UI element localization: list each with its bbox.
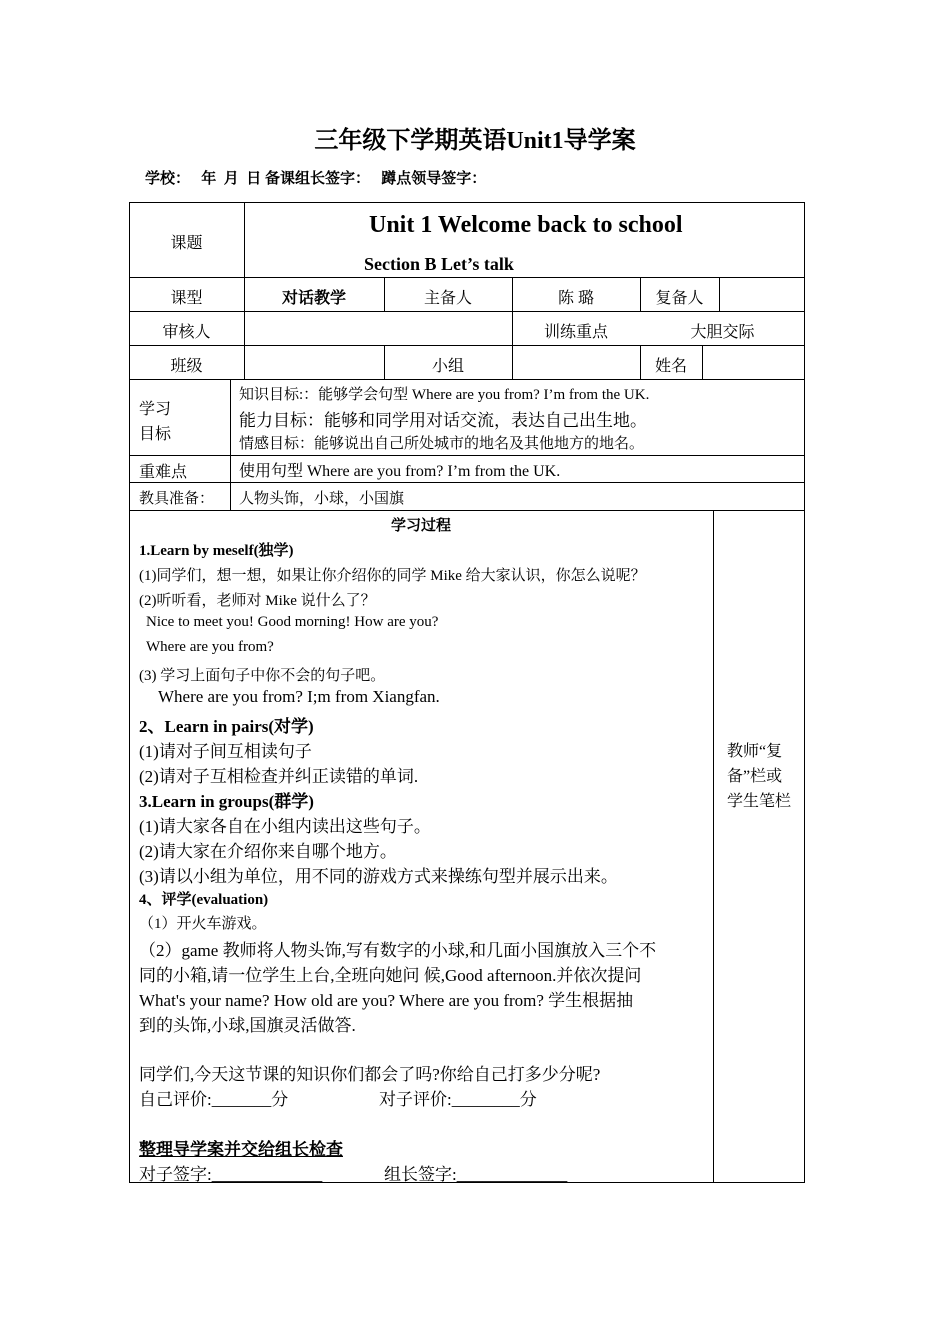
submit-instruction: 整理导学案并交给组长检查 [139,1140,343,1159]
step-2-title: 2、Learn in pairs(对学) [139,717,314,736]
step-2-line: (1)请对子间互相读句子 [139,742,312,761]
step-1-title: 1.Learn by meself(独学) [139,543,294,559]
row-divider [129,311,805,312]
step-4-paragraph: What's your name? How old are you? Where are you from? 学生根据抽 [139,991,634,1010]
self-evaluation: 自己评价:_______分 [139,1090,289,1109]
main-prep-label: 主备人 [423,290,472,307]
step-2-line: (2)请对子互相检查并纠正读错的单词. [139,767,419,786]
name-label: 姓名 [654,358,687,375]
leader-signature: 组长签字:_____________ [384,1165,568,1184]
col-divider [702,345,703,379]
co-prep-label: 复备人 [655,290,704,307]
focus-value: 大胆交际 [690,324,755,341]
process-heading: 学习过程 [390,518,451,534]
class-label: 班级 [170,358,203,375]
side-note: 学生笔栏 [727,793,792,810]
goals-label: 目标 [139,426,172,443]
self-check-question: 同学们,今天这节课的知识你们都会了吗?你给自己打多少分呢? [139,1065,601,1084]
side-note: 备”栏或 [727,768,783,785]
pair-signature: 对子签字:_____________ [139,1165,323,1184]
col-divider [230,379,231,510]
goal-ability: 能力目标：能够和同学用对话交流，表达自己出生地。 [239,411,647,430]
topic-section: Section B Let’s talk [364,254,514,274]
step-4-paragraph: （2）game 教师将人物头饰,写有数字的小球,和几面小国旗放入三个不 [139,941,657,960]
key-value: 使用句型 Where are you from? I’m from the UK. [239,463,561,480]
type-value: 对话教学 [281,290,346,307]
col-divider [713,510,714,1183]
reviewer-label: 审核人 [162,324,211,341]
signature-line: 学校： 年 月 日 备课组长签字： 蹲点领导签字： [145,171,487,187]
step-1-line: Nice to meet you! Good morning! How are you? [146,614,439,630]
tools-label: 教具准备： [139,491,215,507]
tools-value: 人物头饰，小球，小国旗 [239,491,405,507]
step-4-paragraph: 同的小箱,请一位学生上台,全班向她问 候,Good afternoon.并依次提问 [139,966,642,985]
group-label: 小组 [431,358,464,375]
goal-knowledge: 知识目标:：能够学会句型 Where are you from? I’m from the UK. [239,387,650,403]
type-label: 课型 [170,290,203,307]
row-divider [129,510,805,511]
step-3-line: (1)请大家各自在小组内读出这些句子。 [139,817,431,836]
step-1-line: (3) 学习上面句子中你不会的句子吧。 [139,668,386,684]
focus-label: 训练重点 [543,324,608,341]
step-4-line: （1）开火车游戏。 [139,916,267,932]
topic-label: 课题 [170,235,203,252]
step-1-line: (1)同学们，想一想，如果让你介绍你的同学 Mike 给大家认识，你怎么说呢？ [139,568,646,584]
side-note: 教师“复 [727,743,783,760]
document-title: 三年级下学期英语Unit1导学案 [314,128,636,154]
step-3-line: (3)请以小组为单位，用不同的游戏方式来操练句型并展示出来。 [139,867,618,886]
step-3-title: 3.Learn in groups(群学) [139,792,314,811]
topic-title: Unit 1 Welcome back to school [369,212,683,238]
step-1-line: (2)听听看，老师对 Mike 说什么了？ [139,593,376,609]
pair-evaluation: 对子评价:________分 [379,1090,537,1109]
step-3-line: (2)请大家在介绍你来自哪个地方。 [139,842,397,861]
goal-emotion: 情感目标：能够说出自己所处城市的地名及其他地方的地名。 [239,436,645,452]
step-1-line: Where are you from? I;m from Xiangfan. [158,687,440,706]
step-1-line: Where are you from? [146,639,274,655]
step-4-title: 4、评学(evaluation) [139,892,269,908]
row-divider [129,277,805,278]
row-divider [129,345,805,346]
step-4-paragraph: 到的头饰,小球,国旗灵活做答. [139,1016,356,1035]
col-divider [719,277,720,311]
goals-label: 学习 [139,401,172,418]
main-prep-value: 陈 璐 [557,290,594,307]
key-label: 重难点 [139,464,188,481]
